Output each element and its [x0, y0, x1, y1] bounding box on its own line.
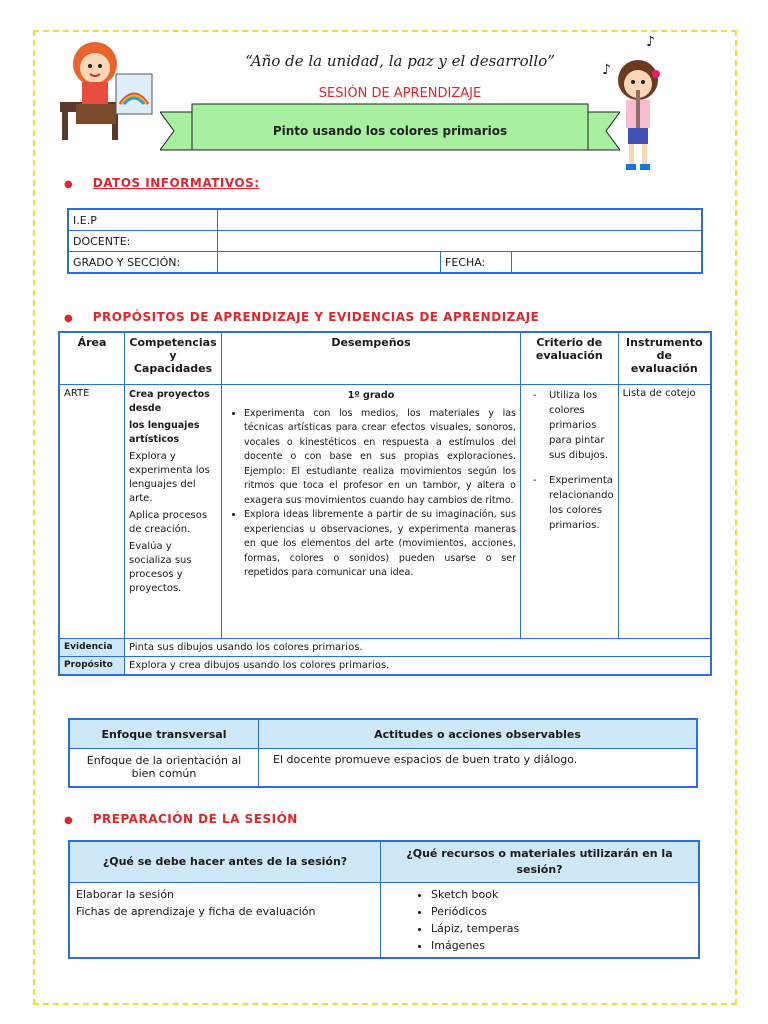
- enfoque-action: El docente promueve espacios de buen trato y diálogo.: [259, 749, 698, 787]
- evidencia-text: Pinta sus dibujos usando los colores primarios.: [125, 638, 712, 656]
- section-preparacion: [64, 808, 298, 827]
- proposito-label: Propósito: [59, 656, 125, 675]
- header-antes: ¿Qué se debe hacer antes de la sesión?: [69, 841, 381, 883]
- antes-item: Elaborar la sesión: [76, 888, 175, 901]
- enfoque-table: [68, 718, 698, 788]
- docente-value: [218, 231, 703, 252]
- header-area: Área: [59, 332, 125, 384]
- capacidad: Explora y experimenta los lenguajes del arte.: [129, 450, 210, 504]
- grado-label: GRADO Y SECCIÓN:: [68, 252, 218, 274]
- iep-label: I.E.P: [68, 209, 218, 231]
- desempeno-item: • Experimenta con los medios, los materiales y las técnicas artísticas para crear efectos visuales, sonoros, vocales o kinestéticos en respuesta a estímulos del docente o con base en sus propias exploraciones. Ejemplo: El estudiante realiza movimientos según los ritmos que toca el profesor en un tambor, y altera o exagera sus movimientos cuando hay cambios de ritmo.: [244, 407, 516, 509]
- iep-value: [218, 209, 703, 231]
- recurso-item: • Imágenes: [431, 937, 692, 954]
- grade-label: 1º grado: [347, 389, 395, 401]
- header-actitudes: Actitudes o acciones observables: [259, 719, 698, 749]
- capacidad: Evalúa y socializa sus procesos y proyectos.: [129, 540, 192, 594]
- antes-item: Fichas de aprendizaje y ficha de evaluación: [76, 905, 316, 918]
- criterio-cell: [521, 384, 619, 638]
- section-title: PROPÓSITOS DE APRENDIZAJE Y EVIDENCIAS DE APRENDIZAJE: [92, 310, 540, 324]
- header-competencias: Competencias y Capacidades: [125, 332, 222, 384]
- section-datos: [64, 172, 260, 191]
- recurso-item: • Lápiz, temperas: [431, 920, 692, 937]
- desempeno-item: • Explora ideas libremente a partir de su imaginación, sus experiencias u observaciones, y experimenta maneras en que los elementos del arte (movimientos, acciones, formas, colores o sonidos) pueden usarse o ser repetidos para comunicar una idea.: [244, 508, 516, 581]
- bullet-icon: ●: [64, 313, 73, 324]
- recurso-item: • Sketch book: [431, 886, 692, 903]
- header-instrumento: Instrumento de evaluación: [618, 332, 711, 384]
- motto: “Año de la unidad, la paz y el desarrollo”: [245, 52, 555, 70]
- area-cell: ARTE: [59, 384, 125, 638]
- bullet-icon: ●: [64, 815, 73, 826]
- criterio-item: - Experimenta relacionando los colores primarios.: [539, 473, 614, 533]
- girl-painting-illustration: [50, 34, 160, 144]
- fecha-label: FECHA:: [441, 252, 512, 274]
- datos-table: [67, 208, 703, 274]
- section-title: PREPARACIÓN DE LA SESIÓN: [92, 812, 298, 826]
- competencia-line: Crea proyectos desde: [129, 388, 210, 414]
- section-title: DATOS INFORMATIVOS:: [92, 176, 260, 190]
- enfoque-name: Enfoque de la orientación al bien común: [69, 749, 259, 787]
- instrumento-cell: Lista de cotejo: [618, 384, 711, 638]
- header-recursos: ¿Qué recursos o materiales utilizarán en la sesión?: [381, 841, 700, 883]
- recurso-item: • Periódicos: [431, 903, 692, 920]
- docente-label: DOCENTE:: [68, 231, 218, 252]
- fecha-value: [512, 252, 703, 274]
- header-enfoque: Enfoque transversal: [69, 719, 259, 749]
- svg-text:♪: ♪: [602, 62, 611, 78]
- desempenos-cell: [222, 384, 521, 638]
- propositos-table: [58, 331, 712, 676]
- antes-cell: [69, 883, 381, 959]
- header-criterio: Criterio de evaluación: [521, 332, 619, 384]
- evidencia-label: Evidencia: [59, 638, 125, 656]
- bullet-icon: ●: [64, 179, 73, 190]
- competencia-line: los lenguajes artísticos: [129, 419, 200, 445]
- page-title: SESIÓN DE APRENDIZAJE: [318, 86, 482, 101]
- header-desempenos: Desempeños: [222, 332, 521, 384]
- proposito-text: Explora y crea dibujos usando los colores primarios.: [125, 656, 712, 675]
- recursos-cell: [381, 883, 700, 959]
- capacidad: Aplica procesos de creación.: [129, 509, 208, 535]
- criterio-item: - Utiliza los colores primarios para pintar sus dibujos.: [539, 388, 614, 463]
- section-propositos: [64, 306, 539, 325]
- svg-text:♪: ♪: [646, 34, 655, 50]
- competencias-cell: [125, 384, 222, 638]
- preparacion-table: [68, 840, 700, 959]
- grado-value: [218, 252, 441, 274]
- session-topic: Pinto usando los colores primarios: [272, 124, 508, 138]
